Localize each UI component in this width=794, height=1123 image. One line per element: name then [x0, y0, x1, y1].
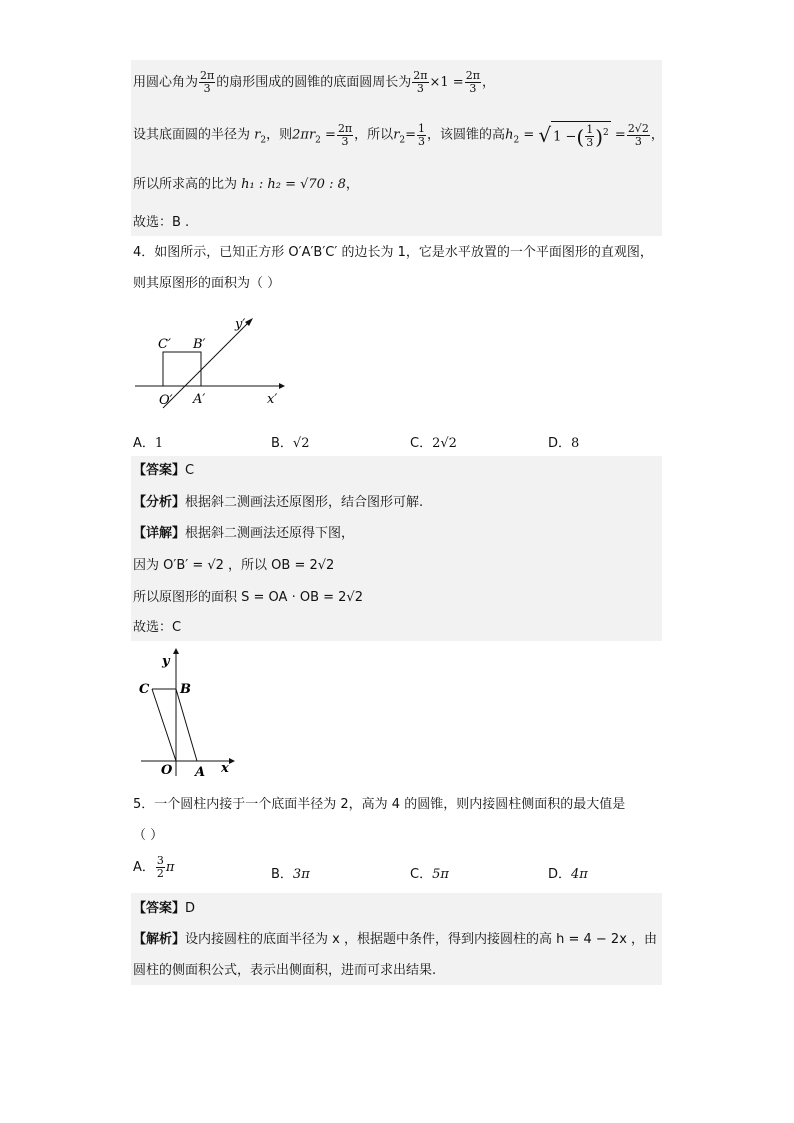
q4-because: 因为 O′B′ = √2 ，所以 OB = 2√2 — [133, 558, 335, 573]
q5-option-c[interactable]: C．5π — [410, 867, 449, 882]
label-b: B — [180, 682, 191, 697]
q5-analysis-2: 圆柱的侧面积公式，表示出侧面积，进而可求出结果. — [133, 963, 437, 978]
solution-line-1: 用圆心角为 $\frac{2\pi}{3}$ 的扇形围成的圆锥的底面圆周长为 $\frac{2\pi}{3}$ ×1 = $\frac{2\pi}{3}$ ， — [133, 69, 495, 95]
solution-line-3: 所以所求高的比为 h₁ : h₂ = √70 : 8， — [133, 177, 359, 192]
fraction-2pi-3-b: $\frac{2\pi}{3}$ — [413, 69, 428, 95]
q4-stem-1: 4．如图所示，已知正方形 O′A′B′C′ 的边长为 1，它是水平放置的一个平面图形的直观图， — [133, 245, 653, 260]
square — [163, 352, 201, 386]
q4-analysis: 【分析】根据斜二测画法还原图形，结合图形可解. — [133, 495, 424, 510]
label-c: C — [139, 682, 150, 697]
q4-option-a[interactable]: A．1 — [133, 436, 164, 451]
y-axis — [163, 322, 249, 408]
q4-figure-original — [131, 646, 239, 784]
q4-figure-intuitive — [133, 308, 293, 410]
q4-stem-2: 则其原图形的面积为（ ） — [133, 276, 281, 291]
label-x-prime: x′ — [267, 392, 278, 407]
label-c-prime: C′ — [158, 337, 171, 352]
label-y-prime: y′ — [235, 317, 246, 332]
q5-option-a[interactable]: A． $\frac{3}{2}$ π — [133, 854, 175, 880]
solution-line-2: 设其底面圆的半径为 $r_2$，则$2\pi r_2$ = $\frac{2\pi}{3}$ ，所以$r_2=$ $\frac{1}{3}$ ，该圆锥的高$h_2$ = √ 1 −( $\frac{1}{3}$ )$^2$ = $\frac{2√2}{3}$ ， — [133, 121, 664, 150]
label-b-prime: B′ — [193, 337, 206, 352]
parallelogram — [152, 689, 197, 761]
q4-choose: 故选：C — [133, 620, 182, 635]
q4-detail: 【详解】根据斜二测画法还原得下图， — [133, 526, 355, 541]
fraction-1-3: $\frac{1}{3}$ — [418, 121, 426, 148]
q4-option-c[interactable]: C．2√2 — [410, 436, 457, 451]
q4-answer-block — [131, 456, 662, 641]
label-y: y — [162, 654, 170, 669]
label-a-prime: A′ — [193, 392, 206, 407]
solution-choice: 故选：B . — [133, 215, 190, 230]
fraction-2pi-3-d: $\frac{2\pi}{3}$ — [337, 121, 353, 148]
label-o-prime: O′ — [159, 393, 173, 408]
q4-area: 所以原图形的面积 S = OA · OB = 2√2 — [133, 590, 363, 605]
q5-analysis-1: 【解析】设内接圆柱的底面半径为 x ，根据题中条件，得到内接圆柱的高 h = 4 − 2x ，由 — [133, 932, 658, 947]
q5-option-d[interactable]: D．4π — [548, 867, 588, 882]
fraction-1-3-b: $\frac{1}{3}$ — [586, 123, 594, 150]
q4-option-d[interactable]: D．8 — [548, 436, 580, 451]
q4-option-b[interactable]: B．√2 — [271, 436, 310, 451]
q5-stem-2: （ ） — [133, 828, 164, 843]
fraction-2sqrt2-3: $\frac{2√2}{3}$ — [627, 121, 649, 148]
x-axis-arrow — [279, 383, 285, 389]
fraction-2pi-3-c: $\frac{2\pi}{3}$ — [465, 69, 480, 95]
label-a: A — [195, 765, 206, 780]
sqrt-expression: √ — [538, 123, 552, 148]
q5-stem-1: 5．一个圆柱内接于一个底面半径为 2，高为 4 的圆锥，则内接圆柱侧面积的最大值是 — [133, 797, 626, 812]
label-x: x — [221, 761, 229, 776]
q5-option-b[interactable]: B．3π — [271, 867, 310, 882]
solution-choice-block — [131, 208, 662, 236]
q5-answer: 【答案】D — [133, 901, 196, 916]
fraction-2pi-3: $\frac{2\pi}{3}$ — [200, 69, 215, 95]
fraction-3-2: $\frac{3}{2}$ — [156, 854, 164, 880]
q4-answer: 【答案】C — [133, 463, 195, 478]
x-axis-arrow — [229, 758, 235, 764]
label-o: O — [161, 763, 173, 778]
y-axis-arrow — [173, 648, 179, 654]
